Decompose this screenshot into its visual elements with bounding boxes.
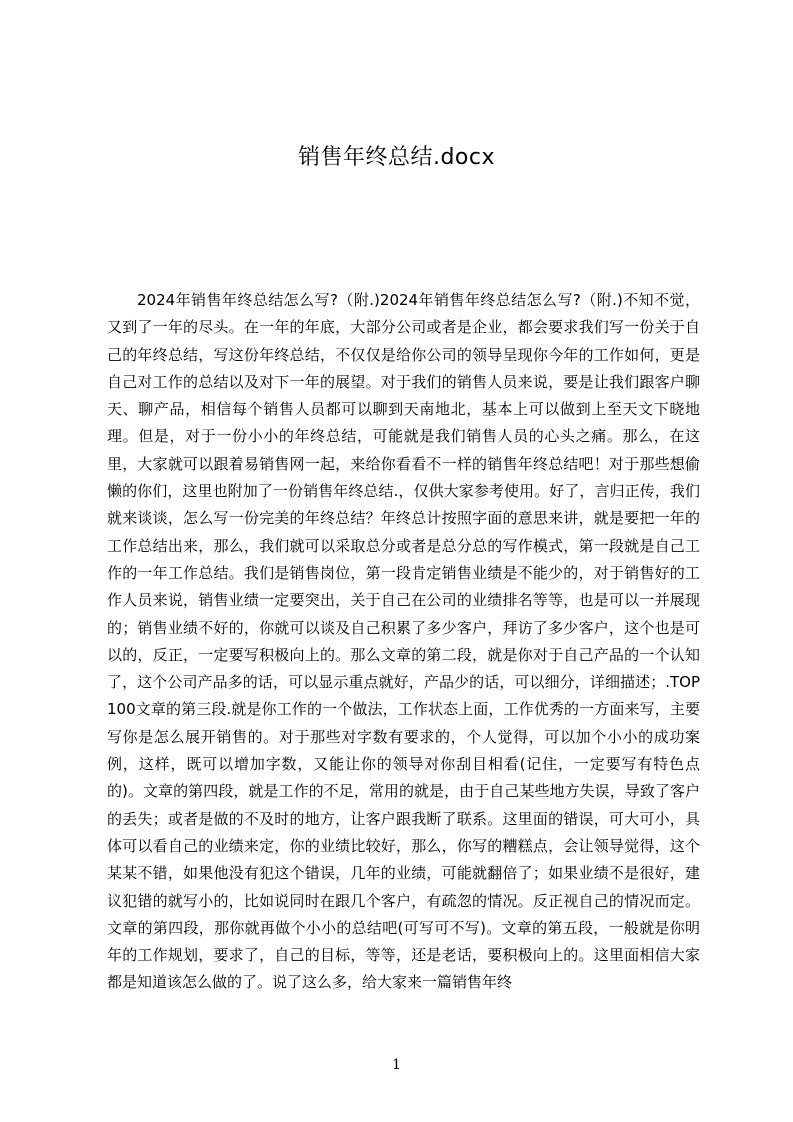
page-number: 1 bbox=[392, 1057, 401, 1073]
body-paragraph: 2024年销售年终总结怎么写?（附.)2024年销售年终总结怎么写?（附.)不知不觉，又到了一年的尽头。在一年的年底，大部分公司或者是企业，都会要求我们写一份关于自己的年终总结，写这份年终总结，不仅仅是给你公司的领导呈现你今年的工作如何，更是自己对工作的总结以及对下一年的展望。对于我们的销售人员来说，要是让我们跟客户聊天、聊产品，相信每个销售人员都可以聊到天南地北，基本上可以做到上至天文下晓地理。但是，对于一份小小的年终总结，可能就是我们销售人员的心头之痛。那么，在这里，大家就可以跟着易销售网一起，来给你看看不一样的销售年终总结吧！对于那些想偷懒的你们，这里也附加了一份销售年终总结.，仅供大家参考使用。好了，言归正传，我们就来谈谈，怎么写一份完美的年终总结？年终总计按照字面的意思来讲，就是要把一年的工作总结出来，那么，我们就可以采取总分或者是总分总的写作模式，第一段就是自己工作的一年工作总结。我们是销售岗位，第一段肯定销售业绩是不能少的，对于销售好的工作人员来说，销售业绩一定要突出，关于自己在公司的业绩排名等等，也是可以一并展现的；销售业绩不好的，你就可以谈及自己积累了多少客户，拜访了多少客户，这个也是可以的，反正，一定要写积极向上的。那么文章的第二段，就是你对于自己产品的一个认知了，这个公司产品多的话，可以显示重点就好，产品少的话，可以细分，详细描述；.TOP100文章的第三段.就是你工作的一个做法，工作状态上面，工作优秀的一方面来写，主要写你是怎么展开销售的。对于那些对字数有要求的，个人觉得，可以加个小小的成功案例，这样，既可以增加字数，又能让你的领导对你刮目相看(记住，一定要写有特色点的)。文章的第四段，就是工作的不足，常用的就是，由于自己某些地方失误，导致了客户的丢失；或者是做的不及时的地方，让客户跟我断了联系。这里面的错误，可大可小，具体可以看自己的业绩来定，你的业绩比较好，那么，你写的糟糕点，会让领导觉得，这个某某不错，如果他没有犯这个错误，几年的业绩，可能就翻倍了；如果业绩不是很好，建议犯错的就写小的，比如说同时在跟几个客户，有疏忽的情况。反正视自己的情况而定。文章的第四段，那你就再做个小小的总结吧(可写可不写)。文章的第五段，一般就是你明年的工作规划，要求了，自己的目标，等等，还是老话，要积极向上的。这里面相信大家都是知道该怎么做的了。说了这么多，给大家来一篇销售年终 bbox=[107, 291, 700, 992]
document-title: 销售年终总结.docx bbox=[297, 145, 496, 170]
